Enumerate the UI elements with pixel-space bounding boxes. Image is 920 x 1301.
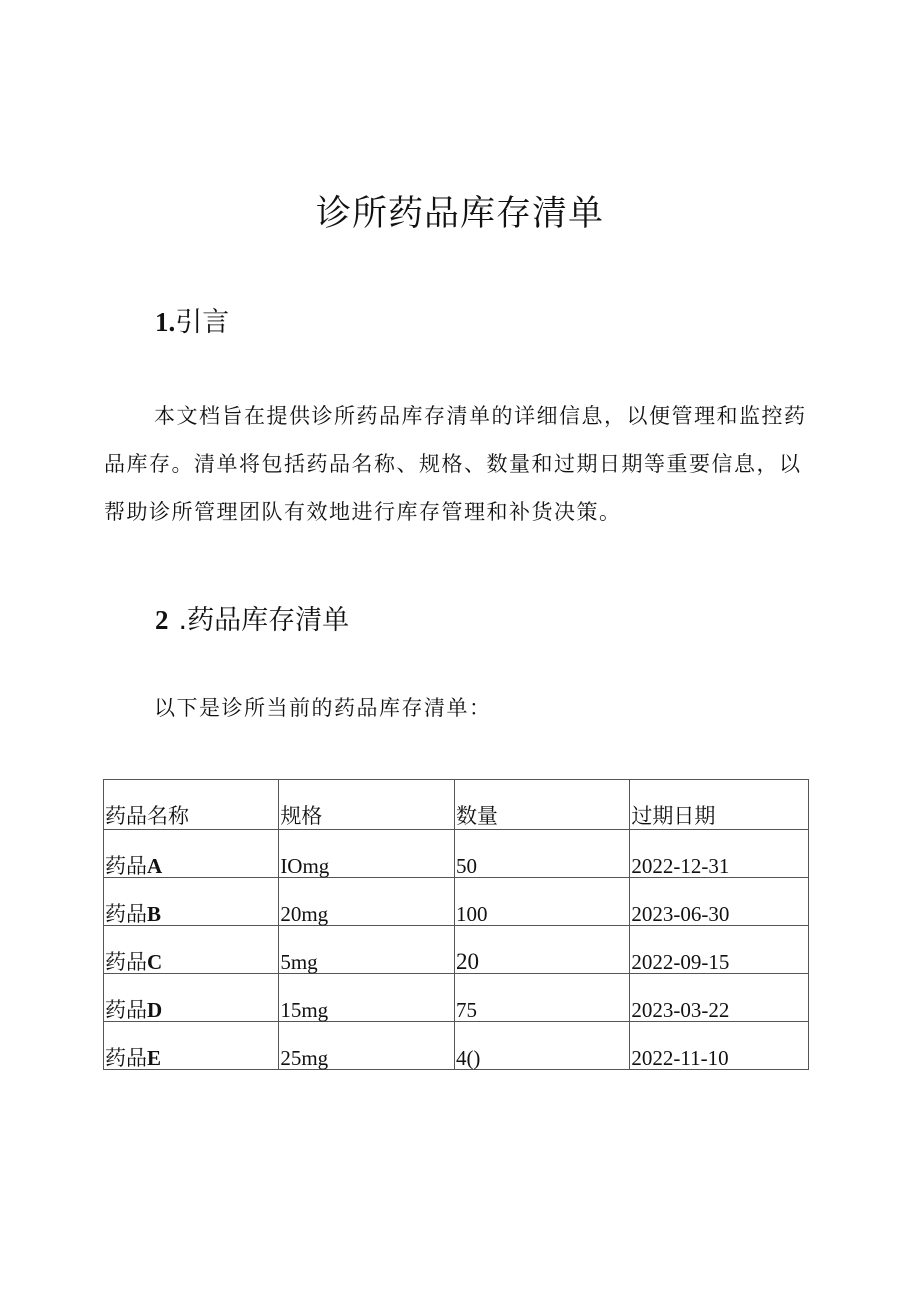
intro-paragraph: 本文档旨在提供诊所药品库存清单的详细信息，以便管理和监控药品库存。清单将包括药品名称、规格、数量和过期日期等重要信息，以帮助诊所管理团队有效地进行库存管理和补货决策。 (104, 404, 807, 524)
name-letter: C (147, 950, 163, 974)
cell-quantity: 4() (454, 1022, 629, 1070)
cell-expiry: 2022-12-31 (630, 830, 809, 878)
cell-expiry: 2023-06-30 (630, 878, 809, 926)
section-title: .药品库存清单 (178, 605, 350, 636)
table-row (104, 830, 809, 878)
cell-name (104, 926, 279, 974)
table-row (104, 878, 809, 926)
name-letter: D (147, 998, 163, 1022)
cell-expiry: 2022-09-15 (630, 926, 809, 974)
section-heading-inventory (155, 598, 349, 637)
table-row (104, 974, 809, 1022)
document-title: 诊所药品库存清单 (315, 194, 604, 234)
cell-quantity: 20 (454, 926, 629, 974)
header-spec: 规格 (279, 780, 455, 830)
cell-expiry: 2022-11-10 (630, 1022, 809, 1070)
cell-spec: 15mg (279, 974, 455, 1022)
section-heading-intro (155, 300, 229, 339)
name-prefix: 药品 (105, 950, 147, 974)
cell-name (104, 830, 279, 878)
section-title: 引言 (175, 307, 230, 338)
name-prefix: 药品 (105, 1046, 147, 1070)
table-intro-text: 以下是诊所当前的药品库存清单： (154, 696, 492, 720)
name-prefix: 药品 (105, 998, 147, 1022)
cell-spec: 20mg (279, 878, 455, 926)
name-letter: B (147, 902, 162, 926)
cell-quantity: 75 (454, 974, 629, 1022)
cell-name (104, 974, 279, 1022)
section-number: 2 (155, 605, 169, 635)
name-letter: A (147, 854, 163, 878)
cell-name (104, 1022, 279, 1070)
table-row (104, 926, 809, 974)
cell-expiry: 2023-03-22 (630, 974, 809, 1022)
name-prefix: 药品 (105, 902, 147, 926)
inventory-table (103, 779, 809, 1070)
cell-spec: 25mg (279, 1022, 455, 1070)
cell-spec: IOmg (279, 830, 455, 878)
header-expiry: 过期日期 (630, 780, 809, 830)
header-quantity: 数量 (454, 780, 629, 830)
table-header-row (104, 780, 809, 830)
cell-spec: 5mg (279, 926, 455, 974)
cell-quantity: 50 (454, 830, 629, 878)
name-prefix: 药品 (105, 854, 147, 878)
header-name: 药品名称 (104, 780, 279, 830)
section-number: 1. (155, 307, 176, 337)
table-row (104, 1022, 809, 1070)
cell-quantity: 100 (454, 878, 629, 926)
cell-name (104, 878, 279, 926)
name-letter: E (147, 1046, 162, 1070)
